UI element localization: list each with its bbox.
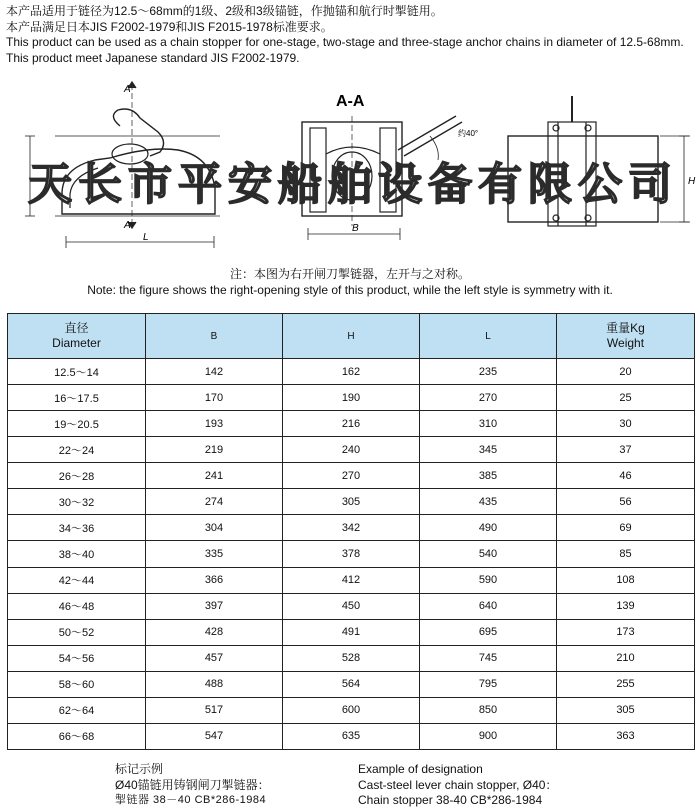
example-cn-title: 标记示例 [115, 762, 164, 776]
cell-diameter: 30～32 [8, 489, 146, 515]
cell-b: 219 [146, 437, 283, 463]
intro-line-cn-1: 本产品适用于链径为12.5～68mm的1级、2级和3级锚链，作抛锚和航行时掣链用。 [6, 4, 443, 18]
cell-weight: 210 [557, 645, 695, 671]
cell-l: 850 [420, 697, 557, 723]
cell-weight: 139 [557, 593, 695, 619]
cell-h: 491 [283, 619, 420, 645]
cell-weight: 173 [557, 619, 695, 645]
table-row [8, 411, 695, 437]
header-diameter-en: Diameter [52, 336, 101, 350]
cell-b: 241 [146, 463, 283, 489]
label-l: L [143, 232, 149, 243]
designation-example-cn [115, 762, 270, 809]
table-row [8, 515, 695, 541]
cell-h: 378 [283, 541, 420, 567]
company-watermark: 天长市平安船舶设备有限公司 [28, 159, 678, 210]
section-title: A-A [336, 93, 365, 110]
example-cn-line3: 掣链器 38－40 CB*286-1984 [115, 794, 267, 806]
cell-l: 900 [420, 723, 557, 749]
cell-diameter: 26～28 [8, 463, 146, 489]
cell-weight: 363 [557, 723, 695, 749]
cell-weight: 46 [557, 463, 695, 489]
cell-h: 635 [283, 723, 420, 749]
angle-label: 约40° [458, 129, 479, 138]
cell-diameter: 22～24 [8, 437, 146, 463]
cell-b: 193 [146, 411, 283, 437]
example-cn-line2: Ø40锚链用铸钢闸刀掣链器： [115, 777, 270, 792]
header-weight-en: Weight [606, 336, 645, 350]
note-en: Note: the figure shows the right-opening style of this product, while the left style is symmetry with it. [87, 283, 613, 297]
cell-diameter: 34～36 [8, 515, 146, 541]
cell-h: 190 [283, 385, 420, 411]
header-diameter [8, 314, 146, 359]
cell-l: 590 [420, 567, 557, 593]
header-h: H [283, 314, 420, 359]
cell-b: 366 [146, 567, 283, 593]
cell-h: 528 [283, 645, 420, 671]
table-row [8, 567, 695, 593]
example-en-line3: Chain stopper 38-40 CB*286-1984 [358, 793, 543, 807]
cell-l: 695 [420, 619, 557, 645]
intro-text [6, 4, 696, 66]
spec-table [7, 313, 695, 750]
cell-l: 745 [420, 645, 557, 671]
table-row [8, 593, 695, 619]
cell-b: 397 [146, 593, 283, 619]
cell-l: 235 [420, 359, 557, 385]
cell-diameter: 42～44 [8, 567, 146, 593]
cell-l: 540 [420, 541, 557, 567]
header-b: B [146, 314, 283, 359]
cell-diameter: 16～17.5 [8, 385, 146, 411]
intro-line-en-1: This product can be used as a chain stopper for one-stage, two-stage and three-stage anchor chains in diameter of 12.5-68mm. [6, 35, 684, 49]
cell-diameter: 62～64 [8, 697, 146, 723]
table-row [8, 671, 695, 697]
cell-weight: 37 [557, 437, 695, 463]
cell-b: 274 [146, 489, 283, 515]
cell-h: 600 [283, 697, 420, 723]
intro-line-en-2: This product meet Japanese standard JIS F2002-1979. [6, 50, 300, 65]
cell-l: 270 [420, 385, 557, 411]
table-row [8, 359, 695, 385]
cell-l: 345 [420, 437, 557, 463]
cell-h: 450 [283, 593, 420, 619]
cell-b: 457 [146, 645, 283, 671]
cell-diameter: 66～68 [8, 723, 146, 749]
header-weight [557, 314, 695, 359]
cell-l: 435 [420, 489, 557, 515]
cell-b: 335 [146, 541, 283, 567]
table-row [8, 385, 695, 411]
table-row [8, 619, 695, 645]
cell-diameter: 19～20.5 [8, 411, 146, 437]
cell-weight: 108 [557, 567, 695, 593]
cell-h: 564 [283, 671, 420, 697]
cell-b: 488 [146, 671, 283, 697]
figure-note [0, 266, 700, 298]
cell-h: 305 [283, 489, 420, 515]
cell-b: 547 [146, 723, 283, 749]
cell-b: 517 [146, 697, 283, 723]
cell-l: 640 [420, 593, 557, 619]
label-a-bottom: A [124, 220, 131, 231]
cell-diameter: 38～40 [8, 541, 146, 567]
example-en-line2: Cast-steel lever chain stopper, Ø40： [358, 777, 558, 792]
cell-h: 240 [283, 437, 420, 463]
cell-l: 795 [420, 671, 557, 697]
cell-diameter: 58～60 [8, 671, 146, 697]
cell-h: 216 [283, 411, 420, 437]
table-row [8, 645, 695, 671]
table-row [8, 697, 695, 723]
cell-weight: 69 [557, 515, 695, 541]
table-row [8, 437, 695, 463]
cell-weight: 20 [557, 359, 695, 385]
table-row [8, 723, 695, 749]
table-row [8, 541, 695, 567]
cell-b: 428 [146, 619, 283, 645]
cell-diameter: 54～56 [8, 645, 146, 671]
header-diameter-cn: 直径 [64, 321, 89, 335]
cell-h: 162 [283, 359, 420, 385]
cell-b: 304 [146, 515, 283, 541]
table-row [8, 463, 695, 489]
designation-example-en [358, 762, 557, 809]
label-b: B [352, 223, 359, 234]
cell-weight: 30 [557, 411, 695, 437]
header-weight-cn: 重量Kg [606, 321, 645, 335]
cell-weight: 85 [557, 541, 695, 567]
cell-diameter: 46～48 [8, 593, 146, 619]
label-h: H [688, 176, 696, 187]
cell-diameter: 50～52 [8, 619, 146, 645]
cell-weight: 305 [557, 697, 695, 723]
header-l: L [420, 314, 557, 359]
cell-h: 270 [283, 463, 420, 489]
note-cn: 注：本图为右开闸刀掣链器，左开与之对称。 [229, 267, 470, 281]
cell-h: 342 [283, 515, 420, 541]
cell-weight: 25 [557, 385, 695, 411]
table-row [8, 489, 695, 515]
table-header-row [8, 314, 695, 359]
cell-weight: 56 [557, 489, 695, 515]
cell-diameter: 12.5～14 [8, 359, 146, 385]
cell-b: 170 [146, 385, 283, 411]
cell-l: 310 [420, 411, 557, 437]
intro-line-cn-2: 本产品满足日本JIS F2002-1979和JIS F2015-1978标准要求。 [6, 19, 333, 34]
label-a-top: A [124, 84, 131, 95]
example-en-title: Example of designation [358, 762, 483, 776]
cell-l: 490 [420, 515, 557, 541]
cell-b: 142 [146, 359, 283, 385]
cell-weight: 255 [557, 671, 695, 697]
cell-h: 412 [283, 567, 420, 593]
cell-l: 385 [420, 463, 557, 489]
